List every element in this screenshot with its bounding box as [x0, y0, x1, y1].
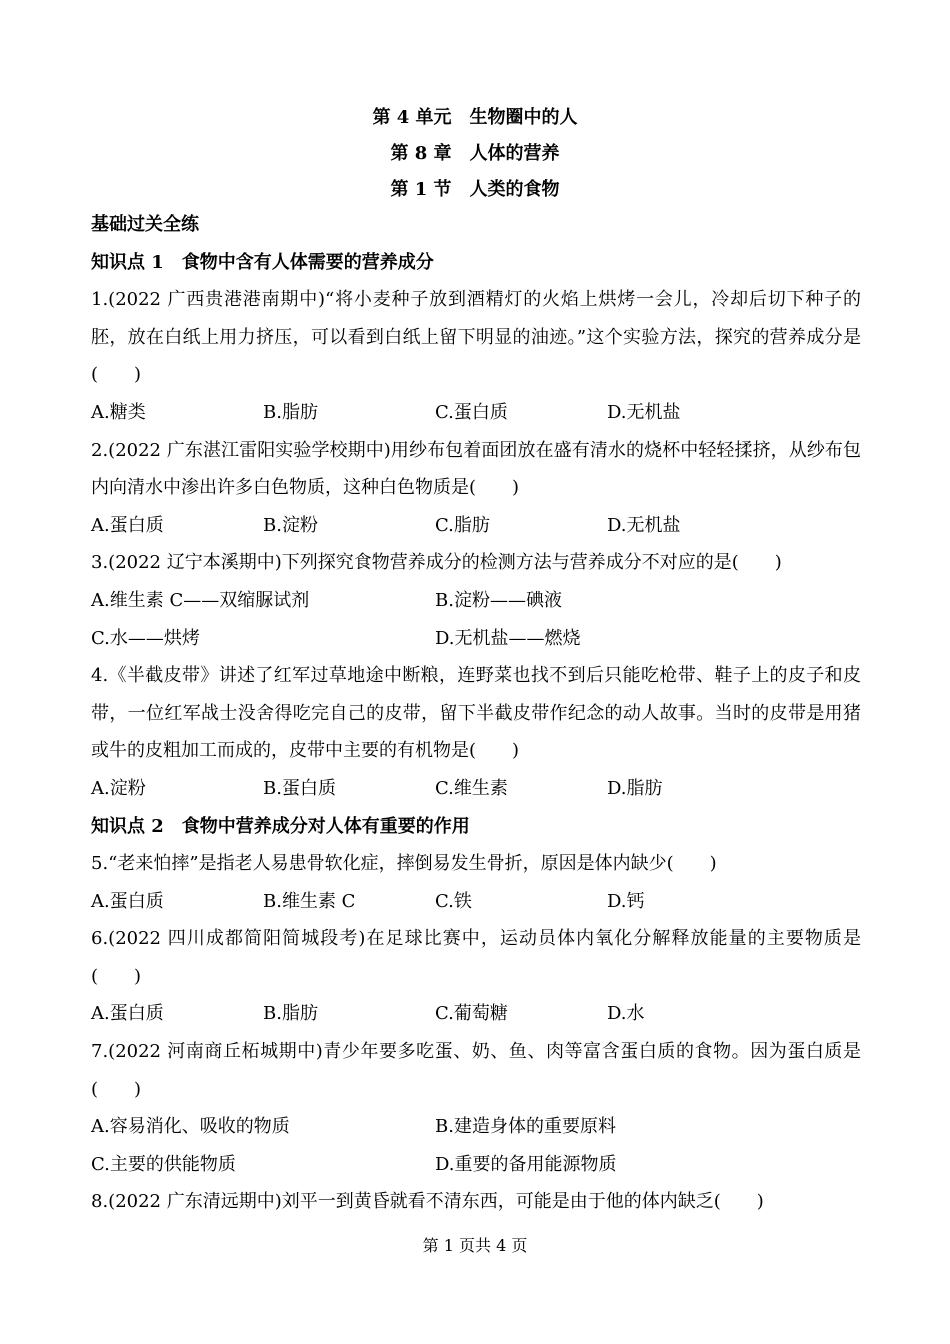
title-block	[0, 100, 950, 208]
option: B.蛋白质	[263, 777, 336, 799]
question-text: 7.(2022 河南商丘柘城期中)青少年要多吃蛋、奶、鱼、肉等富含蛋白质的食物。因为蛋白质是( )	[91, 1041, 861, 1100]
question-text: 1.(2022 广西贵港港南期中)“将小麦种子放到酒精灯的火焰上烘烤一会儿，冷却后切下种子的胚，放在白纸上用力挤压，可以看到白纸上留下明显的油迹。”这个实验方法，探究的营养成分是 ( )	[91, 289, 879, 386]
option: D.水	[607, 1003, 645, 1025]
option: D.重要的备用能源物质	[435, 1153, 617, 1175]
section-title: 第 1 节 人类的食物	[390, 179, 560, 200]
question-text: 3.(2022 辽宁本溪期中)下列探究食物营养成分的检测方法与营养成分不对应的是( )	[91, 552, 782, 574]
option: B.淀粉	[263, 514, 318, 536]
option: B.淀粉——碘液	[435, 589, 562, 611]
option: D.钙	[607, 890, 645, 912]
options-row	[91, 883, 861, 921]
option: A.蛋白质	[91, 890, 164, 912]
options-row	[91, 995, 861, 1033]
knowledge-point-heading: 知识点 2 食物中营养成分对人体有重要的作用	[91, 815, 470, 837]
options-row	[91, 1108, 861, 1146]
option: B.脂肪	[263, 1003, 318, 1025]
question-text: 4.《半截皮带》讲述了红军过草地途中断粮，连野菜也找不到后只能吃枪带、鞋子上的皮子和皮带，一位红军战士没舍得吃完自己的皮带，留下半截皮带作纪念的动人故事。当时的皮带是用猪或牛的皮粗加工而成的，皮带中主要的有机物是( )	[91, 665, 861, 762]
knowledge-point-heading: 知识点 1 食物中含有人体需要的营养成分	[91, 251, 434, 273]
chapter-title: 第 8 章 人体的营养	[390, 143, 560, 164]
option: A.糖类	[91, 401, 146, 423]
option: A.淀粉	[91, 777, 146, 799]
option: A.容易消化、吸收的物质	[91, 1116, 290, 1138]
option: A.维生素 C——双缩脲试剂	[91, 589, 310, 611]
option: A.蛋白质	[91, 514, 164, 536]
option: B.建造身体的重要原料	[435, 1116, 616, 1138]
option: C.主要的供能物质	[91, 1153, 236, 1175]
options-row	[91, 582, 861, 620]
question-text: 2.(2022 广东湛江雷阳实验学校期中)用纱布包着面团放在盛有清水的烧杯中轻轻揉挤，从纱布包内向清水中渗出许多白色物质，这种白色物质是( )	[91, 439, 861, 499]
part-heading: 基础过关全练	[91, 214, 199, 235]
option: A.蛋白质	[91, 1003, 164, 1025]
question-text: 6.(2022 四川成都简阳简城段考)在足球比赛中，运动员体内氧化分解释放能量的主要物质是( )	[91, 928, 861, 987]
option: C.铁	[435, 890, 472, 912]
options-row	[91, 507, 861, 545]
option: C.维生素	[435, 777, 508, 799]
option: D.脂肪	[607, 777, 663, 799]
option: D.无机盐	[607, 514, 681, 536]
options-row	[91, 1146, 861, 1184]
option: C.水——烘烤	[91, 627, 200, 649]
options-row	[91, 770, 861, 808]
page-number: 第 1 页共 4 页	[422, 1236, 528, 1255]
question-content	[91, 206, 879, 1221]
option: C.葡萄糖	[435, 1003, 508, 1025]
option: D.无机盐——燃烧	[435, 627, 581, 649]
question-text: 8.(2022 广东清远期中)刘平一到黄昏就看不清东西，可能是由于他的体内缺乏( )	[91, 1191, 764, 1213]
options-row	[91, 620, 861, 658]
option: C.蛋白质	[435, 401, 508, 423]
unit-title: 第 4 单元 生物圈中的人	[372, 107, 578, 128]
option: B.维生素 C	[263, 890, 356, 912]
option: B.脂肪	[263, 401, 318, 423]
option: C.脂肪	[435, 514, 490, 536]
options-row	[91, 394, 861, 432]
option: D.无机盐	[607, 401, 681, 423]
question-text: 5.“老来怕摔”是指老人易患骨软化症，摔倒易发生骨折，原因是体内缺少( )	[91, 853, 717, 875]
